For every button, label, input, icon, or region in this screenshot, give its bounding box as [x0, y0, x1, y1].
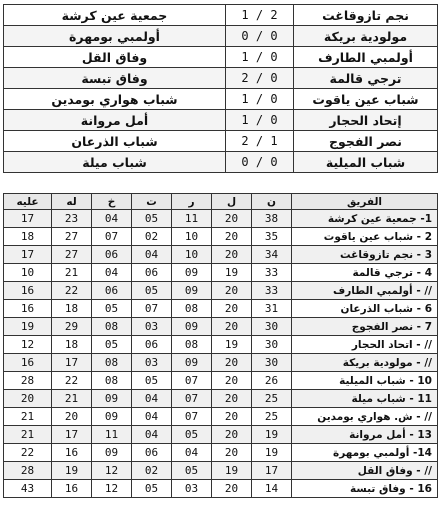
- team-name-cell: // - وفاق القل: [292, 462, 438, 480]
- stat-cell: 20: [212, 354, 252, 372]
- stat-cell: 18: [4, 228, 52, 246]
- table-row: [4, 210, 438, 228]
- table-row: [4, 246, 438, 264]
- match-away-team: شباب ميلة: [4, 152, 226, 173]
- stat-cell: 06: [92, 282, 132, 300]
- match-score: 0 / 1: [226, 89, 294, 110]
- stat-cell: 14: [252, 480, 292, 498]
- stat-cell: 07: [172, 408, 212, 426]
- stat-cell: 43: [4, 480, 52, 498]
- match-home-team: ترجي قالمة: [294, 68, 438, 89]
- team-name-cell: 11 - شباب ميلة: [292, 390, 438, 408]
- stat-cell: 17: [52, 354, 92, 372]
- stat-cell: 09: [172, 264, 212, 282]
- stat-cell: 09: [172, 318, 212, 336]
- match-row: [4, 26, 438, 47]
- match-score: 0 / 1: [226, 110, 294, 131]
- matches-table: [3, 4, 438, 173]
- match-score: 0 / 0: [226, 26, 294, 47]
- table-row: [4, 318, 438, 336]
- standings-body: [4, 210, 438, 498]
- stat-cell: 20: [212, 390, 252, 408]
- stat-cell: 19: [252, 426, 292, 444]
- table-row: [4, 372, 438, 390]
- match-row: [4, 89, 438, 110]
- stat-cell: 04: [92, 264, 132, 282]
- table-row: [4, 390, 438, 408]
- stat-cell: 20: [212, 372, 252, 390]
- team-name-cell: 4 - ترجي قالمة: [292, 264, 438, 282]
- team-name-cell: 10 - شباب الميلية: [292, 372, 438, 390]
- match-row: [4, 47, 438, 68]
- stat-cell: 20: [52, 408, 92, 426]
- stat-cell: 16: [52, 480, 92, 498]
- stat-cell: 04: [132, 390, 172, 408]
- stat-cell: 06: [132, 336, 172, 354]
- match-home-team: شباب عين ياقوت: [294, 89, 438, 110]
- stat-cell: 26: [252, 372, 292, 390]
- match-home-team: شباب الميلية: [294, 152, 438, 173]
- stat-cell: 30: [252, 354, 292, 372]
- stat-cell: 05: [92, 336, 132, 354]
- column-header-stat: له: [52, 194, 92, 210]
- team-name-cell: 3 - نجم تازوقاغت: [292, 246, 438, 264]
- match-score: 0 / 1: [226, 47, 294, 68]
- stat-cell: 18: [52, 336, 92, 354]
- stat-cell: 34: [252, 246, 292, 264]
- stat-cell: 30: [252, 318, 292, 336]
- stat-cell: 18: [52, 300, 92, 318]
- stat-cell: 08: [92, 354, 132, 372]
- match-score: 1 / 2: [226, 131, 294, 152]
- standings-header-row: [4, 194, 438, 210]
- stat-cell: 04: [132, 408, 172, 426]
- stat-cell: 06: [132, 444, 172, 462]
- stat-cell: 21: [4, 408, 52, 426]
- team-name-cell: // - أولمبي الطارف: [292, 282, 438, 300]
- stat-cell: 31: [252, 300, 292, 318]
- stat-cell: 20: [212, 408, 252, 426]
- stat-cell: 17: [52, 426, 92, 444]
- stat-cell: 11: [92, 426, 132, 444]
- team-name-cell: 2 - شباب عين ياقوت: [292, 228, 438, 246]
- stat-cell: 19: [4, 318, 52, 336]
- stat-cell: 25: [252, 408, 292, 426]
- match-away-team: جمعية عين كرشة: [4, 5, 226, 26]
- stat-cell: 19: [212, 336, 252, 354]
- match-row: [4, 131, 438, 152]
- match-away-team: وفاق القل: [4, 47, 226, 68]
- team-name-cell: 14- أولمبي بومهرة: [292, 444, 438, 462]
- table-row: [4, 336, 438, 354]
- stat-cell: 16: [52, 444, 92, 462]
- stat-cell: 20: [212, 300, 252, 318]
- table-row: [4, 300, 438, 318]
- stat-cell: 22: [4, 444, 52, 462]
- match-row: [4, 5, 438, 26]
- stat-cell: 11: [172, 210, 212, 228]
- standings-table: [3, 193, 438, 498]
- stat-cell: 20: [4, 390, 52, 408]
- stat-cell: 20: [212, 318, 252, 336]
- stat-cell: 07: [172, 372, 212, 390]
- stat-cell: 21: [4, 426, 52, 444]
- column-header-team: الفريق: [292, 194, 438, 210]
- stat-cell: 16: [4, 300, 52, 318]
- stat-cell: 03: [132, 318, 172, 336]
- stat-cell: 07: [172, 390, 212, 408]
- stat-cell: 10: [172, 228, 212, 246]
- team-name-cell: 13 - أمل مروانة: [292, 426, 438, 444]
- stat-cell: 28: [4, 462, 52, 480]
- stat-cell: 33: [252, 282, 292, 300]
- table-row: [4, 462, 438, 480]
- match-home-team: أولمبي الطارف: [294, 47, 438, 68]
- stat-cell: 23: [52, 210, 92, 228]
- stat-cell: 04: [132, 426, 172, 444]
- stat-cell: 19: [212, 264, 252, 282]
- stat-cell: 09: [92, 390, 132, 408]
- stat-cell: 19: [252, 444, 292, 462]
- stat-cell: 19: [212, 462, 252, 480]
- stat-cell: 20: [212, 444, 252, 462]
- table-row: [4, 264, 438, 282]
- stat-cell: 16: [4, 282, 52, 300]
- stat-cell: 06: [92, 246, 132, 264]
- team-name-cell: 16 - وفاق تبسة: [292, 480, 438, 498]
- stat-cell: 07: [92, 228, 132, 246]
- match-home-team: نصر الفجوج: [294, 131, 438, 152]
- match-row: [4, 152, 438, 173]
- stat-cell: 12: [92, 462, 132, 480]
- stat-cell: 05: [172, 462, 212, 480]
- match-home-team: مولودية بريكة: [294, 26, 438, 47]
- stat-cell: 19: [52, 462, 92, 480]
- stat-cell: 04: [172, 444, 212, 462]
- team-name-cell: 6 - شباب الذرعان: [292, 300, 438, 318]
- match-home-team: نجم تازوقاغت: [294, 5, 438, 26]
- stat-cell: 22: [52, 372, 92, 390]
- team-name-cell: 1- جمعية عين كرشة: [292, 210, 438, 228]
- stat-cell: 17: [4, 210, 52, 228]
- stat-cell: 21: [52, 390, 92, 408]
- match-row: [4, 110, 438, 131]
- table-row: [4, 408, 438, 426]
- table-row: [4, 282, 438, 300]
- stat-cell: 20: [212, 246, 252, 264]
- stat-cell: 03: [172, 480, 212, 498]
- stat-cell: 38: [252, 210, 292, 228]
- stat-cell: 17: [4, 246, 52, 264]
- column-header-stat: ل: [212, 194, 252, 210]
- stat-cell: 08: [92, 372, 132, 390]
- stat-cell: 20: [212, 282, 252, 300]
- stat-cell: 10: [4, 264, 52, 282]
- stat-cell: 09: [92, 408, 132, 426]
- match-score: 0 / 2: [226, 68, 294, 89]
- stat-cell: 29: [52, 318, 92, 336]
- stat-cell: 27: [52, 246, 92, 264]
- stat-cell: 02: [132, 228, 172, 246]
- stat-cell: 08: [92, 318, 132, 336]
- stat-cell: 20: [212, 210, 252, 228]
- stat-cell: 05: [132, 210, 172, 228]
- stat-cell: 05: [92, 300, 132, 318]
- stat-cell: 27: [52, 228, 92, 246]
- stat-cell: 05: [132, 372, 172, 390]
- stat-cell: 10: [172, 246, 212, 264]
- match-away-team: أمل مروانة: [4, 110, 226, 131]
- match-row: [4, 68, 438, 89]
- match-away-team: شباب الذرعان: [4, 131, 226, 152]
- stat-cell: 33: [252, 264, 292, 282]
- stat-cell: 05: [132, 480, 172, 498]
- table-row: [4, 426, 438, 444]
- stat-cell: 09: [172, 354, 212, 372]
- table-row: [4, 228, 438, 246]
- stat-cell: 17: [252, 462, 292, 480]
- stat-cell: 07: [132, 300, 172, 318]
- matches-body: [4, 5, 438, 173]
- match-home-team: إتحاد الحجار: [294, 110, 438, 131]
- stat-cell: 12: [4, 336, 52, 354]
- stat-cell: 25: [252, 390, 292, 408]
- stat-cell: 12: [92, 480, 132, 498]
- team-name-cell: // - مولودية بريكة: [292, 354, 438, 372]
- stat-cell: 20: [212, 426, 252, 444]
- column-header-stat: ر: [172, 194, 212, 210]
- match-away-team: شباب هواري بومدين: [4, 89, 226, 110]
- table-row: [4, 480, 438, 498]
- table-row: [4, 444, 438, 462]
- column-header-stat: خ: [92, 194, 132, 210]
- column-header-stat: ت: [132, 194, 172, 210]
- stat-cell: 09: [92, 444, 132, 462]
- stat-cell: 28: [4, 372, 52, 390]
- stat-cell: 03: [132, 354, 172, 372]
- table-row: [4, 354, 438, 372]
- stat-cell: 16: [4, 354, 52, 372]
- stat-cell: 30: [252, 336, 292, 354]
- stat-cell: 05: [132, 282, 172, 300]
- stat-cell: 22: [52, 282, 92, 300]
- stat-cell: 08: [172, 300, 212, 318]
- stat-cell: 06: [132, 264, 172, 282]
- stat-cell: 20: [212, 228, 252, 246]
- stat-cell: 05: [172, 426, 212, 444]
- match-score: 0 / 0: [226, 152, 294, 173]
- stat-cell: 04: [132, 246, 172, 264]
- column-header-stat: عليه: [4, 194, 52, 210]
- stat-cell: 20: [212, 480, 252, 498]
- match-away-team: وفاق تبسة: [4, 68, 226, 89]
- team-name-cell: 7 - نصر الفجوج: [292, 318, 438, 336]
- match-score: 2 / 1: [226, 5, 294, 26]
- stat-cell: 21: [52, 264, 92, 282]
- stat-cell: 04: [92, 210, 132, 228]
- stat-cell: 08: [172, 336, 212, 354]
- stat-cell: 09: [172, 282, 212, 300]
- match-away-team: أولمبي بومهرة: [4, 26, 226, 47]
- team-name-cell: // - ش. هواري بومدين: [292, 408, 438, 426]
- stat-cell: 35: [252, 228, 292, 246]
- column-header-stat: ن: [252, 194, 292, 210]
- stat-cell: 02: [132, 462, 172, 480]
- team-name-cell: // - اتحاد الحجار: [292, 336, 438, 354]
